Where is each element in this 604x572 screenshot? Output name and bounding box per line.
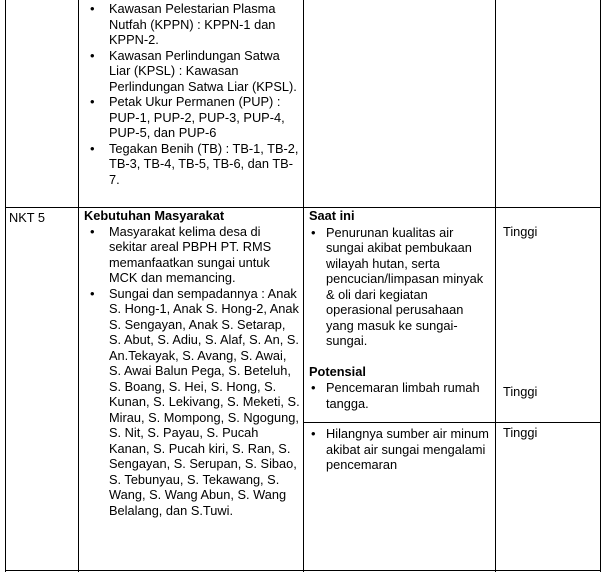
- potential-heading: Potensial: [309, 363, 366, 379]
- needs-list: [84, 224, 300, 519]
- list-item-text: • Kawasan Perlindungan Satwa Liar (KPSL) : Kawasan Perlindungan Satwa Liar (KPSL).: [109, 47, 297, 94]
- list-item-text: • Pencemaran limbah rumah tangga.: [326, 380, 480, 411]
- rating-value: Tinggi: [503, 224, 538, 239]
- list-item-text: • Masyarakat kelima desa di sekitar areal PBPH PT. RMS memanfaatkan sungai untuk MCK dan memancing.: [109, 223, 272, 285]
- table-border-left: [5, 0, 6, 572]
- list-item-text: • Petak Ukur Permanen (PUP) : PUP-1, PUP-2, PUP-3, PUP-4, PUP-5, dan PUP-6: [109, 94, 285, 140]
- rating-value: Tinggi: [503, 384, 538, 399]
- list-item: [84, 48, 300, 95]
- table-border-right: [600, 0, 601, 572]
- table-border-col1: [78, 0, 79, 572]
- extra-threats-list: [309, 426, 492, 473]
- table-border-bottom: [5, 570, 601, 571]
- list-item: [84, 141, 300, 188]
- list-item-text: • Sungai dan sempadannya : Anak S. Hong-1, Anak S. Hong-2, Anak S. Sengayan, Anak S. Setarap, S. Abut, S. Adiu, S. Alaf, S. An, S. An.Tekayak, S. Avang, S. Awai, S. Awai Balun Pega, S. Beteluh, S. Boang, S. Hei, S. Hong, S. Kunan, S. Lekivang, S. Meketi, S. Mirau, S. Mompong, S. Ngogung, S. Nit, S. Payau, S. Pucah Kanan, S. Pucah kiri, S. Ran, S. Sengayan, S. Serupan, S. Sibao, S. Tebunyau, S. Tekawang, S. Wang, S. Wang Abun, S. Wang Belalang, dan S.Tuwi.: [109, 285, 300, 518]
- top-row-cell: [84, 1, 300, 187]
- list-item-text: • Kawasan Pelestarian Plasma Nutfah (KPPN) : KPPN-1 dan KPPN-2.: [109, 1, 276, 47]
- threats-cell: [309, 208, 492, 411]
- table-border-col2: [303, 0, 304, 572]
- list-item: [84, 94, 300, 141]
- list-item-text: • Penurunan kualitas air sungai akibat pembukaan wilayah hutan, serta pencucian/limpasan minyak & oli dari kegiatan operasional perusahaan yang masuk ke sungai-sungai.: [326, 224, 484, 348]
- list-item: [309, 426, 492, 473]
- threats-subcell: [309, 426, 492, 473]
- list-item: [309, 225, 492, 349]
- list-item: [84, 286, 300, 519]
- list-item: [84, 1, 300, 48]
- nkt-label: NKT 5: [9, 210, 46, 225]
- current-threats-list: [309, 225, 492, 349]
- section-heading: Kebutuhan Masyarakat: [84, 208, 225, 223]
- current-heading: Saat ini: [309, 208, 355, 223]
- potential-threats-list: [309, 380, 492, 411]
- sub-row-divider: [303, 422, 601, 423]
- table-border-col3: [495, 0, 496, 572]
- area-list: [84, 1, 300, 187]
- list-item: [84, 224, 300, 286]
- list-item: [309, 380, 492, 411]
- list-item-text: • Tegakan Benih (TB) : TB-1, TB-2, TB-3, TB-4, TB-5, TB-6, dan TB-7.: [109, 140, 299, 187]
- rating-value: Tinggi: [503, 425, 538, 440]
- community-needs-cell: [84, 208, 300, 518]
- list-item-text: • Hilangnya sumber air minum akibat air sungai mengalami pencemaran: [326, 426, 489, 472]
